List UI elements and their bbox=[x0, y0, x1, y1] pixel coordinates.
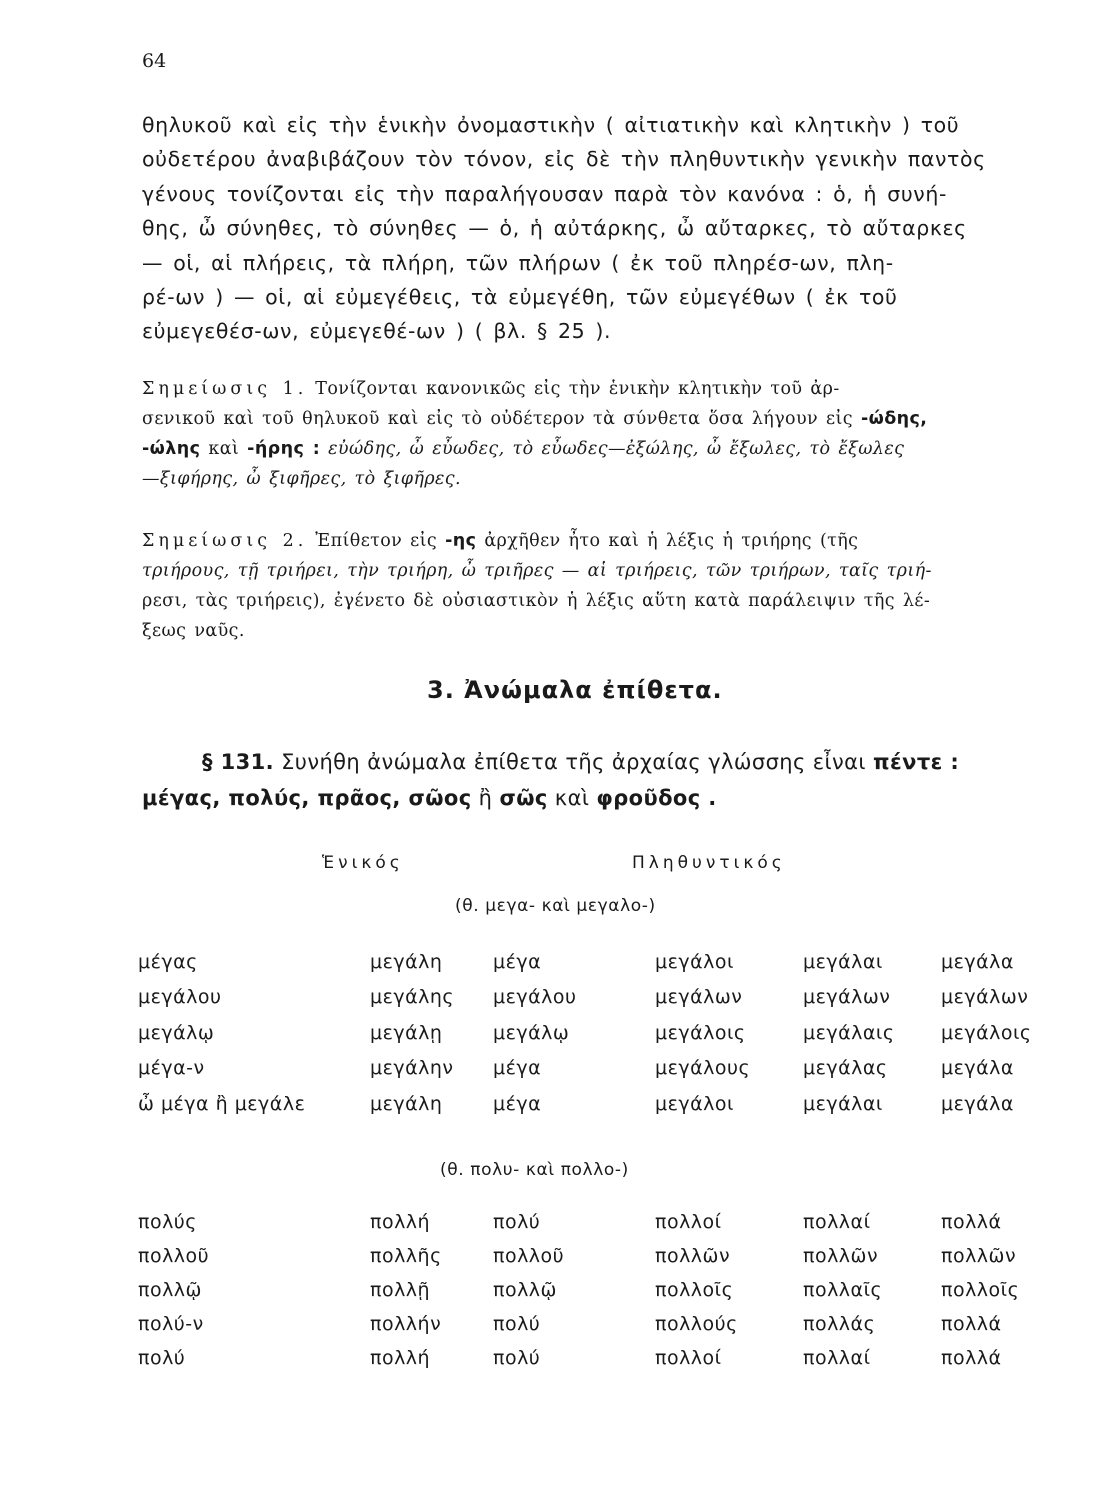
note-text: Τονίζονται κανονικῶς εἰς τὴν ἑνικὴν κλητικὴν τοῦ ἀρ- bbox=[315, 379, 840, 399]
table-cell: πολλαῖς bbox=[803, 1279, 883, 1301]
note-line bbox=[142, 434, 1072, 464]
suffix: -ης bbox=[445, 531, 477, 551]
table-row bbox=[138, 1239, 1071, 1273]
table-cell: πολλῶν bbox=[941, 1245, 1017, 1267]
table-cell: πολλῇ bbox=[370, 1279, 431, 1301]
table-cell: μεγάλων bbox=[803, 986, 891, 1009]
table-cell: μεγάλη bbox=[370, 950, 443, 973]
table-cell: πολλή bbox=[370, 1211, 431, 1233]
note-example: εὐώδης, ὦ εὖωδες, τὸ εὖωδες—ἐξώλης, ὦ ἔξωλες, τὸ ἔξωλες bbox=[328, 439, 905, 459]
table-cell: ὦ μέγα ἢ μεγάλε bbox=[138, 1092, 306, 1115]
table-cell: πολλή bbox=[370, 1347, 431, 1369]
table-cell: μεγάλοις bbox=[941, 1021, 1032, 1044]
table-cell: πολλοί bbox=[655, 1347, 722, 1369]
table-cell: μέγα bbox=[493, 950, 542, 973]
text-line: οὐδετέρου ἀναβιβάζουν τὸν τόνον, εἰς δὲ τὴν πληθυντικὴν γενικὴν παντὸς bbox=[142, 147, 986, 172]
table-cell: πολύ bbox=[138, 1347, 186, 1369]
table-row bbox=[138, 1341, 1071, 1375]
adjective-list: μέγας, πολύς, πρᾶος, σῶος bbox=[142, 786, 472, 810]
table-cell: μεγάλαις bbox=[803, 1021, 895, 1044]
table-cell: μεγάλα bbox=[941, 1057, 1014, 1080]
note-line bbox=[142, 616, 1072, 646]
table-cell: μέγα-ν bbox=[138, 1057, 205, 1080]
table-cell: πολλήν bbox=[370, 1313, 442, 1335]
table-cell: μέγα bbox=[493, 1092, 542, 1115]
para-text: ἢ bbox=[478, 786, 493, 810]
table-cell: πολλαί bbox=[803, 1347, 871, 1369]
table-cell: πολλῷ bbox=[493, 1279, 557, 1301]
note-lead: Σημείωσις 1. bbox=[142, 379, 308, 399]
table-cell: πολλά bbox=[941, 1211, 1002, 1233]
table-row bbox=[138, 1273, 1071, 1307]
note-2 bbox=[142, 526, 1072, 646]
table-row bbox=[138, 1205, 1071, 1239]
table-cell: μεγάλαι bbox=[803, 1092, 883, 1115]
theme-note-1: (θ. μεγα- καὶ μεγαλο-) bbox=[455, 896, 656, 916]
para-text: καὶ bbox=[554, 786, 590, 810]
text-line: εὐμεγεθέσ-ων, εὐμεγεθέ-ων ) ( βλ. § 25 ). bbox=[142, 319, 612, 344]
table-row bbox=[138, 980, 1071, 1016]
table-row bbox=[138, 1015, 1071, 1051]
theme-note-2: (θ. πολυ- καὶ πολλο-) bbox=[440, 1160, 629, 1180]
note-text: σενικοῦ καὶ τοῦ θηλυκοῦ καὶ εἰς τὸ οὐδέτερον τὰ σύνθετα ὅσα λήγουν εἰς bbox=[142, 409, 853, 429]
table-cell: πολύ bbox=[493, 1313, 541, 1335]
note-lead: Σημείωσις 2. bbox=[142, 531, 308, 551]
table-cell: μεγάλῃ bbox=[370, 1021, 443, 1044]
singular-header: Ἑνικός bbox=[322, 853, 404, 873]
table-cell: πολλῶν bbox=[655, 1245, 731, 1267]
section-heading: 3. Ἀνώμαλα ἐπίθετα. bbox=[427, 676, 723, 704]
table-cell: πολλά bbox=[941, 1313, 1002, 1335]
text-line: — οἱ, αἱ πλήρεις, τὰ πλήρη, τῶν πλήρων ( ἐκ τοῦ πληρέσ-ων, πλη- bbox=[142, 250, 894, 275]
note-line bbox=[142, 464, 1072, 494]
text-line: γένους τονίζονται εἰς τὴν παραλήγουσαν παρὰ τὸν κανόνα : ὁ, ἡ συνή- bbox=[142, 181, 947, 206]
main-paragraph bbox=[142, 108, 1072, 349]
section-number: § 131. bbox=[202, 750, 275, 774]
paragraph-131 bbox=[142, 744, 1082, 816]
table-cell: μεγάλα bbox=[941, 950, 1014, 973]
table-cell: πολλούς bbox=[655, 1313, 738, 1335]
table-cell: μεγάλη bbox=[370, 1092, 443, 1115]
table-cell: μέγα bbox=[493, 1057, 542, 1080]
table-cell: πολλά bbox=[941, 1347, 1002, 1369]
table-cell: μεγάλης bbox=[370, 986, 455, 1009]
table-cell: πολλοῦ bbox=[493, 1245, 565, 1267]
suffix: -ώδης, bbox=[860, 409, 928, 429]
note-example: τριήρους, τῇ τριήρει, τὴν τριήρη, ὦ τριῆρες — αἱ τριήρεις, τῶν τριήρων, ταῖς τριή- bbox=[142, 561, 932, 581]
table-cell: πολλοί bbox=[655, 1211, 722, 1233]
text-line bbox=[142, 744, 1082, 780]
para-text: Συνήθη ἀνώμαλα ἐπίθετα τῆς ἀρχαίας γλώσσης εἶναι bbox=[281, 750, 866, 774]
plural-header: Πληθυντικός bbox=[632, 853, 786, 873]
page-number: 64 bbox=[142, 50, 167, 72]
note-text: καὶ bbox=[208, 439, 240, 459]
table-cell: πολλῷ bbox=[138, 1279, 202, 1301]
suffix: -ώλης bbox=[142, 439, 201, 459]
declension-table-polys bbox=[138, 1205, 1071, 1375]
table-cell: πολλαί bbox=[803, 1211, 871, 1233]
note-line bbox=[142, 404, 1072, 434]
table-cell: πολλάς bbox=[803, 1313, 876, 1335]
adjective: φροῦδος . bbox=[596, 786, 717, 810]
table-cell: μεγάλου bbox=[493, 986, 577, 1009]
note-1 bbox=[142, 374, 1072, 494]
table-cell: πολλῶν bbox=[803, 1245, 879, 1267]
emphasis: πέντε : bbox=[873, 750, 960, 774]
note-text: ξεως ναῦς. bbox=[142, 621, 245, 641]
table-cell: μεγάλοι bbox=[655, 1092, 734, 1115]
table-row bbox=[138, 1086, 1071, 1122]
note-text: ρεσι, τὰς τριήρεις), ἐγένετο δὲ οὐσιαστικὸν ἡ λέξις αὕτη κατὰ παράλειψιν τῆς λέ- bbox=[142, 591, 931, 611]
table-cell: πολλοῖς bbox=[941, 1279, 1020, 1301]
table-cell: μεγάλων bbox=[655, 986, 743, 1009]
table-cell: μεγάλοι bbox=[655, 950, 734, 973]
suffix: -ήρης : bbox=[247, 439, 321, 459]
table-cell: πολλοῖς bbox=[655, 1279, 734, 1301]
table-cell: πολύ bbox=[493, 1347, 541, 1369]
note-text: Ἐπίθετον εἰς bbox=[315, 531, 438, 551]
table-cell: μεγάλαι bbox=[803, 950, 883, 973]
table-cell: μέγας bbox=[138, 950, 198, 973]
table-cell: μεγάλας bbox=[803, 1057, 888, 1080]
table-cell: μεγάλου bbox=[138, 986, 222, 1009]
note-line bbox=[142, 586, 1072, 616]
table-cell: πολύ-ν bbox=[138, 1313, 204, 1335]
adjective: σῶς bbox=[499, 786, 548, 810]
table-cell: πολύς bbox=[138, 1211, 197, 1233]
table-cell: μεγάλῳ bbox=[138, 1021, 215, 1044]
text-line: θηλυκοῦ καὶ εἰς τὴν ἑνικὴν ὀνομαστικὴν ( αἰτιατικὴν καὶ κλητικὴν ) τοῦ bbox=[142, 113, 960, 137]
note-example: —ξιφήρης, ὦ ξιφῆρες, τὸ ξιφῆρες. bbox=[142, 469, 461, 489]
table-cell: μεγάλοις bbox=[655, 1021, 746, 1044]
table-cell: μεγάλῳ bbox=[493, 1021, 570, 1044]
table-cell: πολλῆς bbox=[370, 1245, 442, 1267]
table-cell: πολλοῦ bbox=[138, 1245, 210, 1267]
table-cell: πολύ bbox=[493, 1211, 541, 1233]
table-row bbox=[138, 944, 1071, 980]
table-cell: μεγάλους bbox=[655, 1057, 751, 1080]
table-row bbox=[138, 1307, 1071, 1341]
note-line bbox=[142, 526, 1072, 556]
text-line: ρέ-ων ) — οἱ, αἱ εὐμεγέθεις, τὰ εὐμεγέθη, τῶν εὐμεγέθων ( ἐκ τοῦ bbox=[142, 285, 898, 310]
text-line: θης, ὦ σύνηθες, τὸ σύνηθες — ὁ, ἡ αὐτάρκης, ὦ αὔταρκες, τὸ αὔταρκες bbox=[142, 216, 967, 241]
text-line bbox=[142, 780, 1082, 816]
table-cell: μεγάλα bbox=[941, 1092, 1014, 1115]
table-cell: μεγάλων bbox=[941, 986, 1029, 1009]
note-line bbox=[142, 556, 1072, 586]
declension-table-megas bbox=[138, 944, 1071, 1122]
note-line bbox=[142, 374, 1072, 404]
table-cell: μεγάλην bbox=[370, 1057, 454, 1080]
note-text: ἀρχῆθεν ἦτο καὶ ἡ λέξις ἡ τριήρης (τῆς bbox=[484, 531, 859, 551]
table-row bbox=[138, 1051, 1071, 1087]
